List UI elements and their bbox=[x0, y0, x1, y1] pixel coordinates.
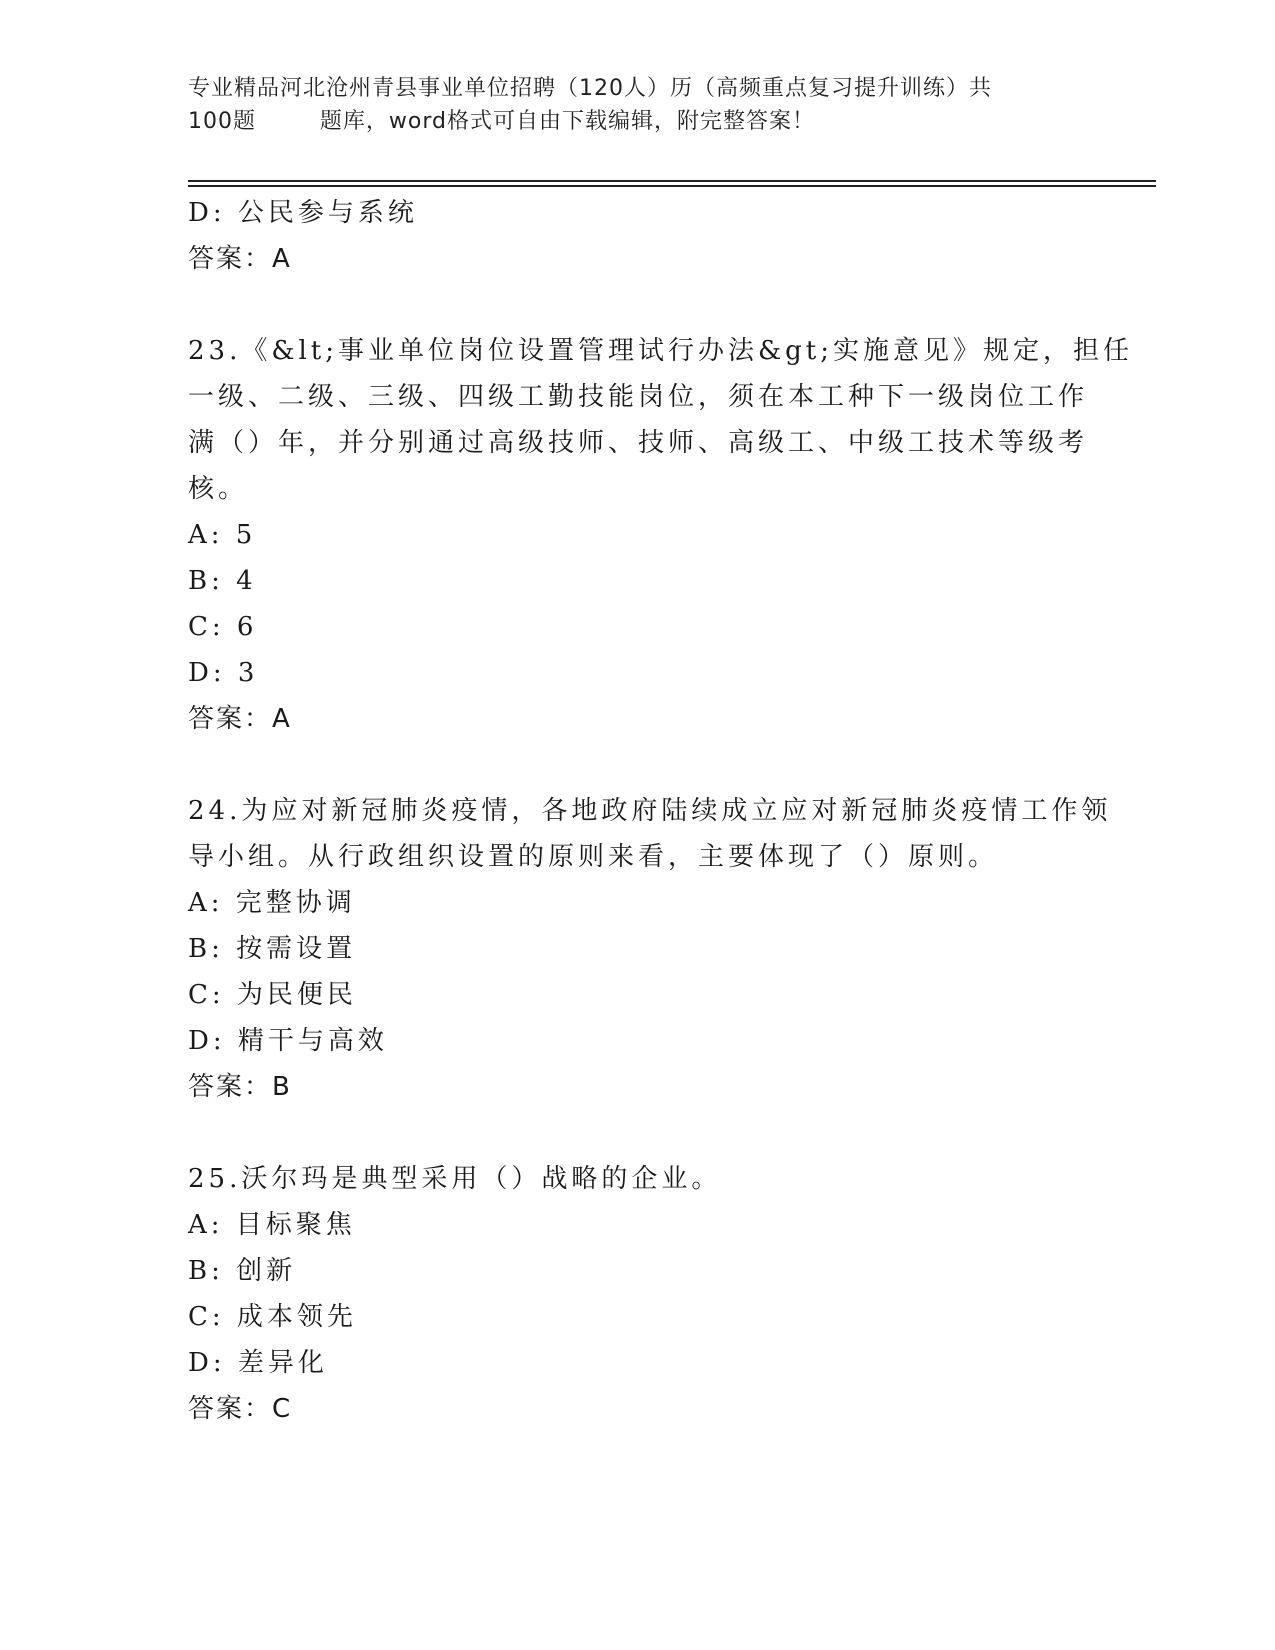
option-b: B: 创新 bbox=[188, 1256, 297, 1286]
question-content bbox=[188, 190, 1134, 1432]
stem-line: 一级、二级、三级、四级工勤技能岗位，须在本工种下一级岗位工作 bbox=[188, 382, 1089, 412]
option-b: B: 按需设置 bbox=[188, 934, 357, 964]
option-c: C: 成本领先 bbox=[188, 1302, 357, 1332]
stem-line: 23.《&lt;事业单位岗位设置管理试行办法&gt;实施意见》规定，担任 bbox=[188, 336, 1134, 366]
option-d: D: 3 bbox=[188, 658, 259, 688]
answer: 答案：A bbox=[188, 704, 292, 734]
option-c: C: 6 bbox=[188, 612, 258, 642]
option-b: B: 4 bbox=[188, 566, 257, 596]
option-c: C: 为民便民 bbox=[188, 980, 357, 1010]
header-rule-bottom bbox=[188, 185, 1156, 187]
document-header bbox=[188, 72, 1088, 138]
question-stem bbox=[188, 328, 1134, 512]
question-stem bbox=[188, 788, 1112, 880]
answer: 答案：C bbox=[188, 1394, 293, 1424]
option-a: A: 目标聚焦 bbox=[188, 1210, 356, 1240]
stem-line: 满（）年，并分别通过高级技师、技师、高级工、中级工技术等级考 bbox=[188, 428, 1089, 458]
header-line-1: 专业精品河北沧州青县事业单位招聘（120人）历（高频重点复习提升训练）共 bbox=[188, 76, 992, 101]
stem-line: 导小组。从行政组织设置的原则来看，主要体现了（）原则。 bbox=[188, 842, 999, 872]
answer: 答案：A bbox=[188, 244, 292, 274]
question-stem bbox=[188, 1156, 1088, 1202]
option-d: D: 精干与高效 bbox=[188, 1026, 388, 1056]
stem-line: 24.为应对新冠肺炎疫情，各地政府陆续成立应对新冠肺炎疫情工作领 bbox=[188, 796, 1112, 826]
header-rule-top bbox=[188, 180, 1156, 182]
question-23 bbox=[188, 328, 1134, 742]
option-a: A: 5 bbox=[188, 520, 257, 550]
option-a: A: 完整协调 bbox=[188, 888, 356, 918]
stem-line: 核。 bbox=[188, 474, 249, 504]
stem-line: 25.沃尔玛是典型采用（）战略的企业。 bbox=[188, 1164, 722, 1194]
answer: 答案：B bbox=[188, 1072, 292, 1102]
question-24 bbox=[188, 788, 1112, 1110]
option-d: D: 公民参与系统 bbox=[188, 198, 418, 228]
question-25 bbox=[188, 1156, 1088, 1432]
option-d: D: 差异化 bbox=[188, 1348, 328, 1378]
header-line-2: 100题 题库，word格式可自由下载编辑，附完整答案！ bbox=[188, 109, 816, 134]
